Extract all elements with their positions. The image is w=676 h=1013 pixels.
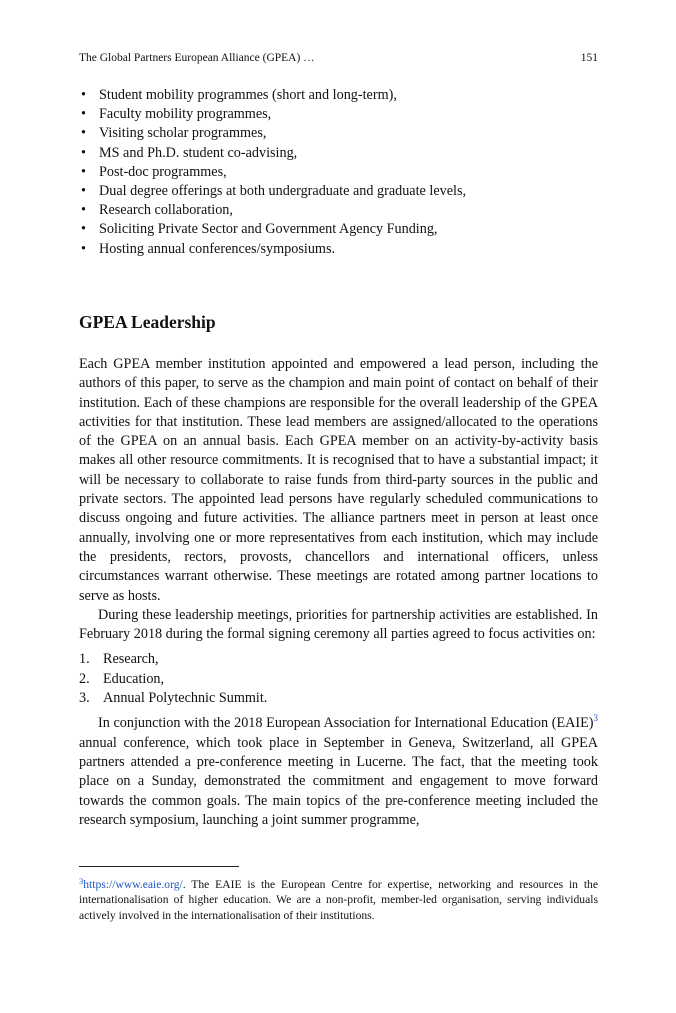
list-item: 2. Education, xyxy=(79,670,165,687)
footnote-link[interactable]: https://www.eaie.org/ xyxy=(83,878,183,891)
bullet-icon: • xyxy=(81,221,86,238)
activity-list xyxy=(79,86,598,259)
list-item: • Research collaboration, xyxy=(79,201,598,220)
running-header xyxy=(79,51,598,65)
list-item: 3. Annual Polytechnic Summit. xyxy=(79,690,268,707)
bullet-icon: • xyxy=(81,144,86,161)
list-item: • Visiting scholar programmes, xyxy=(79,124,598,143)
list-item: • Post-doc programmes, xyxy=(79,163,598,182)
list-item: • MS and Ph.D. student co-advising, xyxy=(79,144,598,163)
list-item: • Student mobility programmes (short and long-term), xyxy=(79,86,598,105)
paragraph-eaie: In conjunction with the 2018 European Association for International Education (EAIE)$^3$ annual conference, which took place in September in Geneva, Switzerland, all GPEA partners attended a pre-conference meeting in Lucerne. The fact, that the meeting took place on a Sunday, demonstrated the commitment and engagement to move forward towards the common goals. The main topics of the pre-conference meeting included the research symposium, launching a joint summer programme, xyxy=(79,713,598,828)
running-title: The Global Partners European Alliance (GPEA) … xyxy=(79,52,315,64)
section-body xyxy=(79,355,598,830)
list-item: • Dual degree offerings at both undergraduate and graduate levels, xyxy=(79,182,598,201)
paragraph-priorities: During these leadership meetings, priorities for partnership activities are established. In February 2018 during the formal signing ceremony all parties agreed to focus activities on: xyxy=(79,606,598,643)
footnote-reference[interactable]: 3 xyxy=(593,713,598,724)
list-item: • Hosting annual conferences/symposiums. xyxy=(79,240,598,259)
bullet-icon: • xyxy=(81,87,86,103)
bullet-icon: • xyxy=(81,202,86,219)
bullet-icon: • xyxy=(81,125,86,142)
focus-list xyxy=(79,650,598,708)
bullet-icon: • xyxy=(81,163,86,180)
footnote-marker: 3 xyxy=(79,876,84,886)
bullet-icon: • xyxy=(81,240,86,257)
paragraph-leadership: Each GPEA member institution appointed and empowered a lead person, including the authors of this paper, to serve as the champion and main point of contact on behalf of their institution. Each of these champions are responsible for the overall leadership of the GPEA activities for that institution. These lead members are assigned/allocated to the operations of the GPEA on an annual basis. Each GPEA member on an activity-by-activity basis makes all other resource commitments. It is recognised that to have a substantial impact; it will be necessary to collaborate to raise funds from third-party sources in the public and private sectors. The appointed lead persons have regularly scheduled communications to discuss ongoing and future activities. The alliance partners meet in person at least once annually, involving one or more representatives from each institution, which may include the presidents, rectors, provosts, chancellors and international officers, unless circumstances warrant otherwise. These meetings are rotated among partner locations to serve as hosts. xyxy=(79,356,598,604)
page-number: 151 xyxy=(580,52,598,64)
footnote: $^3$https://www.eaie.org/. The EAIE is the European Centre for expertise, networking and resources in the internationalisation of higher education. We are a non-profit, member-led organisation, serving individuals actively involved in the internationalisation of their institutions. xyxy=(79,876,598,922)
bullet-icon: • xyxy=(81,183,86,200)
list-item: 1. Research, xyxy=(79,651,159,668)
list-item: • Faculty mobility programmes, xyxy=(79,105,598,124)
bullet-icon: • xyxy=(81,106,86,123)
footnote-divider xyxy=(79,866,239,867)
list-item: • Soliciting Private Sector and Government Agency Funding, xyxy=(79,220,598,239)
section-heading: GPEA Leadership xyxy=(79,312,216,332)
